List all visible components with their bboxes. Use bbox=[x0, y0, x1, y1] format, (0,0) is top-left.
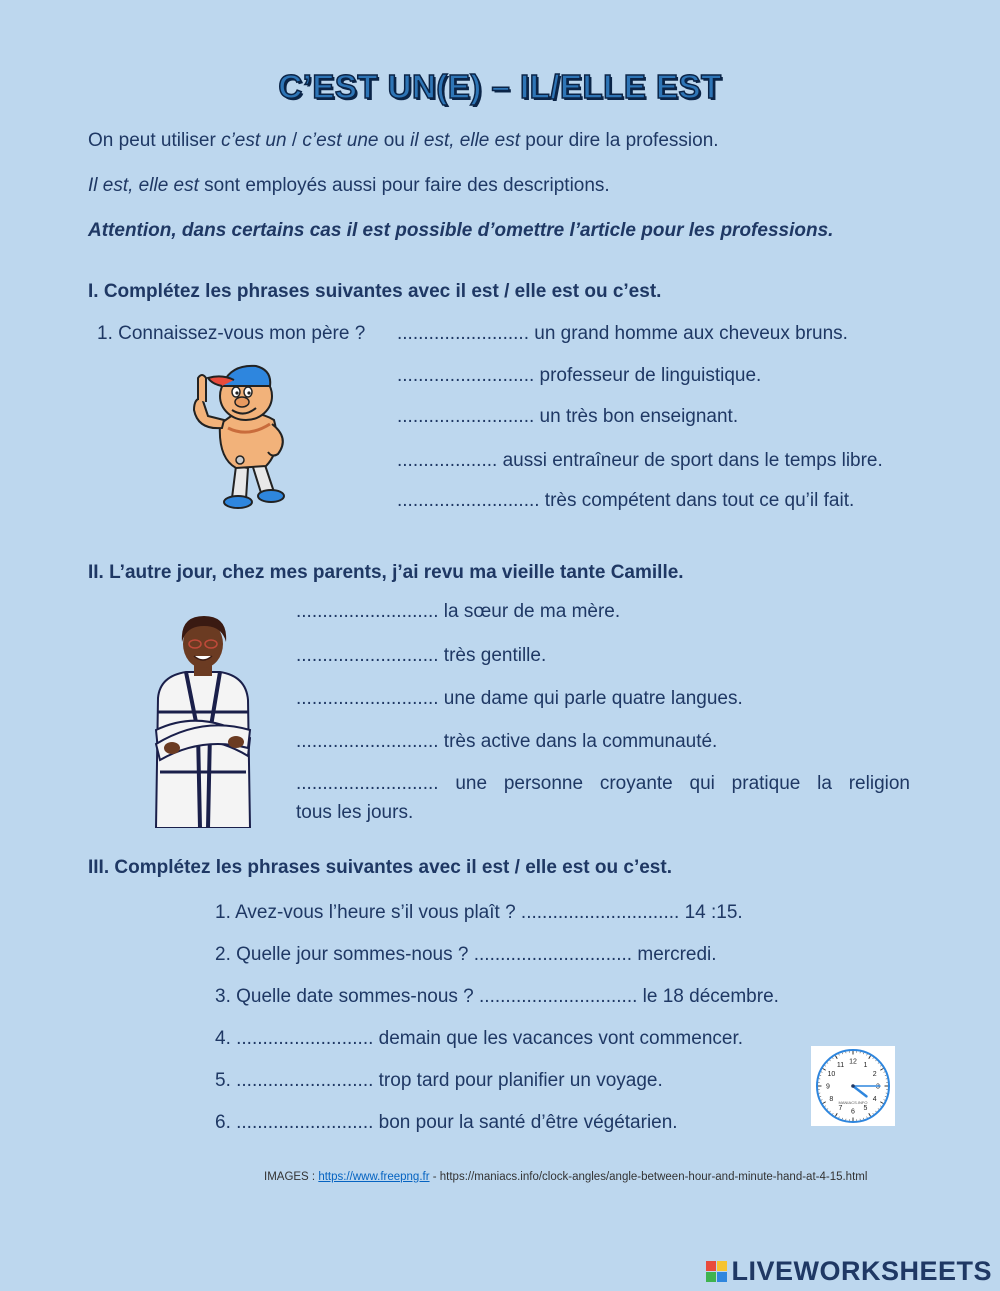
logo-tile bbox=[706, 1272, 716, 1282]
clock-number: 4 bbox=[872, 1096, 877, 1103]
section-3-item: 3. Quelle date sommes-nous ? .............................. le 18 décembre. bbox=[215, 986, 779, 1007]
clock-number: 10 bbox=[827, 1071, 836, 1078]
clock-number: 8 bbox=[829, 1096, 834, 1103]
section-3-heading: III. Complétez les phrases suivantes avec il est / elle est ou c’est. bbox=[88, 857, 672, 878]
father-cartoon-image bbox=[178, 358, 298, 510]
section-1-line: ........................... très compétent dans tout ce qu’il fait. bbox=[397, 490, 855, 511]
intro-warning: Attention, dans certains cas il est possible d’omettre l’article pour les professions. bbox=[88, 220, 834, 241]
intro-line-2: Il est, elle est sont employés aussi pour faire des descriptions. bbox=[88, 175, 610, 196]
clock-number: 11 bbox=[836, 1061, 845, 1069]
clock-number: 2 bbox=[872, 1071, 877, 1078]
page-title: C’EST UN(E) – IL/ELLE EST bbox=[278, 68, 722, 105]
section-3-item: 2. Quelle jour sommes-nous ? .............................. mercredi. bbox=[215, 944, 717, 965]
logo-tile bbox=[717, 1272, 727, 1282]
section-3-item: 6. .......................... bon pour la santé d’être végétarien. bbox=[215, 1112, 678, 1133]
clock-image bbox=[811, 1046, 895, 1126]
clock-number: 1 bbox=[863, 1061, 868, 1069]
aunt-photo-image bbox=[152, 612, 254, 828]
section-1-line: ................... aussi entraîneur de sport dans le temps libre. bbox=[397, 450, 883, 471]
clock-brand: MANIACS.INFO bbox=[838, 1100, 868, 1105]
freepng-link[interactable]: https://www.freepng.fr bbox=[318, 1171, 430, 1183]
clock-number: 6 bbox=[851, 1108, 855, 1116]
section-2-line: ........................... très active dans la communauté. bbox=[296, 731, 718, 752]
section-3-item: 1. Avez-vous l’heure s’il vous plaît ? .............................. 14 :15. bbox=[215, 902, 743, 923]
section-1-question: 1. Connaissez-vous mon père ? bbox=[97, 323, 366, 344]
section-3-item: 4. .......................... demain que les vacances vont commencer. bbox=[215, 1028, 744, 1049]
section-1-line: ......................... un grand homme aux cheveux bruns. bbox=[397, 323, 848, 344]
clock-number: 3 bbox=[876, 1083, 880, 1091]
liveworksheets-logo-icon bbox=[706, 1261, 727, 1282]
clock-face bbox=[811, 1046, 895, 1126]
section-2-line: ........................... une personne croyante qui pratique la religion bbox=[296, 773, 910, 794]
section-2-line: ........................... la sœur de ma mère. bbox=[296, 601, 621, 622]
section-2-line: ........................... très gentille. bbox=[296, 645, 547, 666]
liveworksheets-brand bbox=[706, 1256, 992, 1287]
liveworksheets-wordmark: LIVEWORKSHEETS bbox=[731, 1256, 992, 1286]
section-3-item: 5. .......................... trop tard pour planifier un voyage. bbox=[215, 1070, 663, 1091]
clock-number: 12 bbox=[849, 1058, 857, 1066]
intro-line-1: On peut utiliser c’est un / c’est une ou il est, elle est pour dire la profession. bbox=[88, 130, 719, 151]
clock-number: 7 bbox=[838, 1105, 843, 1113]
clock-number: 5 bbox=[863, 1105, 868, 1113]
section-2-line: ........................... une dame qui parle quatre langues. bbox=[296, 688, 743, 709]
section-1-line: .......................... un très bon enseignant. bbox=[397, 406, 739, 427]
section-1-line: .......................... professeur de linguistique. bbox=[397, 365, 762, 386]
clock-number: 9 bbox=[826, 1083, 830, 1091]
logo-tile bbox=[706, 1261, 716, 1271]
image-credits: IMAGES : https://www.freepng.fr - https://maniacs.info/clock-angles/angle-between-hour-and-minute-hand-at-4-15.html bbox=[264, 1171, 868, 1183]
section-1-heading: I. Complétez les phrases suivantes avec il est / elle est ou c’est. bbox=[88, 281, 662, 302]
logo-tile bbox=[717, 1261, 727, 1271]
section-2-line-continued: tous les jours. bbox=[296, 802, 414, 823]
section-2-heading: II. L’autre jour, chez mes parents, j’ai revu ma vieille tante Camille. bbox=[88, 562, 684, 583]
